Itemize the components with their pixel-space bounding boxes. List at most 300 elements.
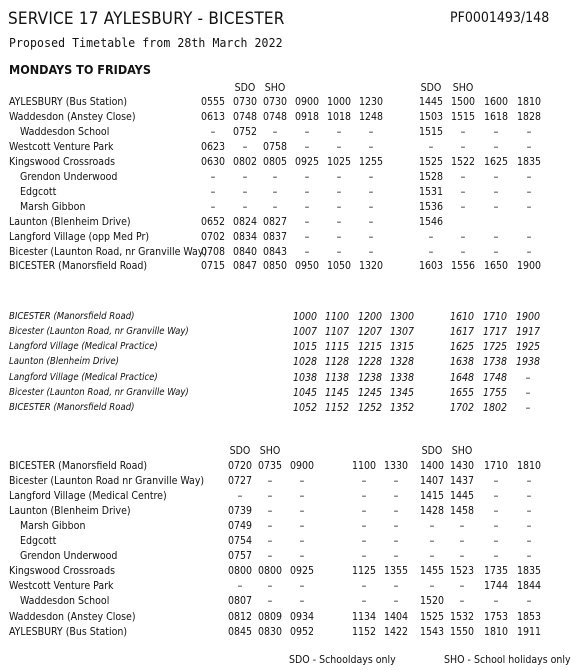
departure-time: – (210, 200, 216, 213)
departure-time: – (460, 230, 466, 243)
stop-name: Waddesdon (Anstey Close) (9, 110, 136, 123)
departure-time: 1900 (515, 311, 541, 323)
departure-time: – (393, 535, 399, 548)
departure-time: – (493, 125, 499, 138)
departure-time: 1152 (351, 625, 377, 638)
timetable-row (0, 475, 577, 490)
departure-time: 1702 (449, 401, 475, 414)
departure-time: 1330 (383, 460, 409, 472)
stop-name: Edgcott (20, 535, 57, 548)
departure-time: 1052 (292, 401, 318, 414)
departure-time: – (299, 505, 305, 518)
stop-name: Launton (Blenheim Drive) (9, 505, 131, 518)
departure-time: – (393, 580, 399, 593)
departure-time: – (460, 200, 466, 213)
journey-code: SHO (452, 82, 474, 94)
timetable-row (0, 171, 577, 186)
timetable-row (0, 580, 577, 595)
departure-time: – (336, 185, 342, 198)
departure-time: – (525, 401, 531, 414)
stop-name: Grendon Underwood (20, 550, 118, 563)
departure-time: 1625 (449, 341, 475, 354)
departure-time: – (299, 520, 305, 533)
departure-time: – (493, 140, 499, 153)
departure-time: 0720 (227, 460, 253, 472)
departure-time: 0840 (232, 245, 258, 258)
departure-time: – (429, 580, 435, 593)
sho-footnote: SHO - School holidays only (444, 654, 571, 666)
departure-time: 0802 (232, 155, 258, 168)
stop-name: Waddesdon (Anstey Close) (9, 610, 136, 623)
departure-time: – (304, 170, 310, 183)
departure-time: 1710 (483, 460, 509, 472)
departure-time: – (493, 200, 499, 213)
departure-time: 0748 (262, 110, 288, 123)
departure-time: 1725 (482, 341, 508, 354)
departure-time: 0918 (294, 110, 320, 123)
departure-time: 0900 (289, 460, 315, 472)
departure-time: 1134 (351, 610, 377, 623)
journey-code: SDO (421, 445, 443, 457)
departure-time: 1520 (419, 595, 445, 608)
departure-time: – (267, 520, 273, 533)
departure-time: 1245 (357, 386, 383, 399)
stop-name: AYLESBURY (Bus Station) (9, 625, 128, 638)
departure-time: – (267, 490, 273, 503)
days-of-operation-heading: MONDAYS TO FRIDAYS (9, 62, 151, 77)
timetable-row (0, 126, 577, 141)
departure-time: – (368, 185, 374, 198)
timetable-row (0, 402, 577, 417)
departure-time: 0715 (200, 260, 226, 273)
departure-time: 1445 (418, 96, 444, 108)
departure-time: 1810 (516, 96, 542, 108)
departure-time: – (361, 520, 367, 533)
departure-time: 1128 (324, 356, 350, 369)
departure-time: – (526, 140, 532, 153)
departure-time: 1500 (450, 96, 476, 108)
stop-name: Bicester (Launton Road, nr Granville Way) (9, 245, 208, 258)
journey-code: SHO (259, 445, 281, 457)
departure-time: 1115 (324, 341, 350, 354)
departure-time: 1437 (449, 475, 475, 488)
departure-time: 1917 (515, 326, 541, 339)
departure-time: – (493, 595, 499, 608)
journey-code: SHO (264, 82, 286, 94)
departure-time: 1617 (449, 326, 475, 339)
departure-time: – (304, 215, 310, 228)
stop-name: AYLESBURY (Bus Station) (9, 96, 128, 108)
stop-name: Langford Village (Medical Practice) (9, 341, 158, 353)
departure-time: 1100 (351, 460, 377, 472)
departure-time: 0950 (294, 260, 320, 273)
departure-time: 1638 (449, 356, 475, 369)
departure-time: 1810 (483, 625, 509, 638)
departure-time: 0850 (262, 260, 288, 273)
departure-time: – (304, 200, 310, 213)
departure-time: – (493, 535, 499, 548)
timetable-row (0, 156, 577, 171)
departure-time: – (526, 245, 532, 258)
departure-time: 1028 (292, 356, 318, 369)
departure-time: 0749 (227, 520, 253, 533)
departure-time: – (526, 200, 532, 213)
departure-time: 0847 (232, 260, 258, 273)
departure-time: – (304, 125, 310, 138)
timetable-row (0, 216, 577, 231)
departure-time: 0830 (257, 625, 283, 638)
departure-time: 1543 (419, 625, 445, 638)
departure-time: 0800 (257, 565, 283, 578)
departure-time: 0708 (200, 245, 226, 258)
departure-time: – (299, 490, 305, 503)
departure-time: 1828 (516, 110, 542, 123)
departure-time: – (393, 520, 399, 533)
departure-time: – (368, 125, 374, 138)
departure-time: 1145 (324, 386, 350, 399)
stop-name: Marsh Gibbon (20, 520, 86, 533)
departure-time: 1753 (483, 610, 509, 623)
stop-name: Westcott Venture Park (9, 140, 114, 153)
journey-code: SHO (451, 445, 473, 457)
departure-time: 0834 (232, 230, 258, 243)
departure-time: 1835 (516, 565, 542, 578)
departure-time: – (526, 185, 532, 198)
departure-time: 0800 (227, 565, 253, 578)
departure-time: – (429, 520, 435, 533)
departure-time: – (242, 140, 248, 153)
departure-time: – (267, 550, 273, 563)
departure-time: – (361, 475, 367, 488)
departure-time: – (336, 170, 342, 183)
departure-time: 0730 (232, 96, 258, 108)
departure-time: – (525, 386, 531, 399)
departure-time: 1422 (383, 625, 409, 638)
departure-time: 0824 (232, 215, 258, 228)
departure-time: – (460, 245, 466, 258)
departure-time: 1738 (482, 356, 508, 369)
departure-time: 1415 (419, 490, 445, 503)
timetable-row (0, 372, 577, 387)
timetable-row (0, 326, 577, 341)
departure-time: 0934 (289, 610, 315, 623)
departure-time: – (361, 595, 367, 608)
departure-time: – (336, 200, 342, 213)
departure-time: 0812 (227, 610, 253, 623)
departure-time: 1018 (326, 110, 352, 123)
stop-name: Grendon Underwood (20, 170, 118, 183)
timetable-row (0, 535, 577, 550)
departure-time: 0623 (200, 140, 226, 153)
proposed-date-subtitle: Proposed Timetable from 28th March 2022 (9, 35, 283, 50)
departure-time: – (242, 185, 248, 198)
departure-time: – (299, 535, 305, 548)
departure-time: 1338 (389, 371, 415, 384)
departure-time: 1215 (357, 341, 383, 354)
timetable-row (0, 186, 577, 201)
departure-time: 1045 (292, 386, 318, 399)
timetable-row (0, 626, 577, 641)
stop-name: BICESTER (Manorsfield Road) (9, 311, 135, 322)
departure-time: 1515 (450, 110, 476, 123)
departure-time: 0807 (227, 595, 253, 608)
departure-time: – (210, 185, 216, 198)
departure-time: 1802 (482, 401, 508, 414)
departure-time: 1248 (358, 110, 384, 123)
departure-time: – (361, 505, 367, 518)
departure-time: – (368, 215, 374, 228)
timetable-row (0, 231, 577, 246)
departure-time: – (393, 595, 399, 608)
departure-time: 1138 (324, 371, 350, 384)
stop-name: BICESTER (Manorsfield Road) (9, 260, 148, 273)
departure-time: 1650 (483, 260, 509, 273)
departure-time: 1328 (389, 356, 415, 369)
stop-name: Kingswood Crossroads (9, 155, 116, 168)
departure-time: – (336, 230, 342, 243)
departure-time: 0952 (289, 625, 315, 638)
departure-time: 1352 (389, 401, 415, 414)
departure-time: – (493, 185, 499, 198)
departure-time: – (210, 170, 216, 183)
departure-time: – (368, 230, 374, 243)
departure-time: 1755 (482, 386, 508, 399)
departure-time: 0748 (232, 110, 258, 123)
departure-time: 1050 (326, 260, 352, 273)
departure-time: – (493, 520, 499, 533)
departure-time: 0735 (257, 460, 283, 472)
departure-time: – (460, 185, 466, 198)
departure-time: 1252 (357, 401, 383, 414)
timetable-row (0, 246, 577, 261)
departure-time: 1125 (351, 565, 377, 578)
departure-time: – (237, 580, 243, 593)
departure-time: – (336, 140, 342, 153)
departure-time: – (272, 170, 278, 183)
stop-name: Edgcott (20, 185, 57, 198)
departure-time: 1525 (418, 155, 444, 168)
service-title: SERVICE 17 AYLESBURY - BICESTER (8, 9, 285, 29)
departure-time: 1655 (449, 386, 475, 399)
departure-time: 1556 (450, 260, 476, 273)
departure-time: – (525, 371, 531, 384)
departure-time: 1238 (357, 371, 383, 384)
departure-time: 1107 (324, 326, 350, 339)
departure-time: – (526, 520, 532, 533)
departure-time: 1345 (389, 386, 415, 399)
departure-time: 1007 (292, 326, 318, 339)
departure-time: 1748 (482, 371, 508, 384)
stop-name: BICESTER (Manorsfield Road) (9, 401, 135, 413)
departure-time: – (361, 490, 367, 503)
departure-time: 1315 (389, 341, 415, 354)
departure-time: – (393, 475, 399, 488)
departure-time: – (272, 125, 278, 138)
departure-time: – (460, 140, 466, 153)
departure-time: – (368, 140, 374, 153)
departure-time: 1100 (324, 311, 350, 323)
departure-time: 1600 (483, 96, 509, 108)
departure-time: 1000 (292, 311, 318, 323)
departure-time: 1522 (450, 155, 476, 168)
departure-time: 0757 (227, 550, 253, 563)
departure-time: 1618 (483, 110, 509, 123)
departure-time: 0752 (232, 125, 258, 138)
departure-time: – (493, 475, 499, 488)
departure-time: 1307 (389, 326, 415, 339)
departure-time: 1625 (483, 155, 509, 168)
departure-time: 0702 (200, 230, 226, 243)
departure-time: 1015 (292, 341, 318, 354)
timetable-row (0, 490, 577, 505)
stop-name: BICESTER (Manorsfield Road) (9, 460, 148, 472)
departure-time: 1938 (515, 356, 541, 369)
departure-time: 1320 (358, 260, 384, 273)
departure-time: 1400 (419, 460, 445, 472)
departure-time: – (526, 170, 532, 183)
timetable-row (0, 356, 577, 371)
departure-time: 0730 (262, 96, 288, 108)
timetable-row (0, 387, 577, 402)
departure-time: 0739 (227, 505, 253, 518)
departure-time: 1445 (449, 490, 475, 503)
stop-name: Waddesdon School (20, 595, 110, 608)
departure-time: – (304, 230, 310, 243)
departure-time: 1152 (324, 401, 350, 414)
departure-time: 1900 (516, 260, 542, 273)
timetable-row (0, 595, 577, 610)
journey-code-row (0, 445, 577, 460)
departure-time: – (361, 580, 367, 593)
stop-name: Kingswood Crossroads (9, 565, 116, 578)
timetable-row (0, 96, 577, 111)
departure-time: 1230 (358, 96, 384, 108)
journey-code-row (0, 82, 577, 97)
departure-time: 1355 (383, 565, 409, 578)
timetable-row (0, 260, 577, 275)
departure-time: – (368, 200, 374, 213)
stop-name: Marsh Gibbon (20, 200, 86, 213)
departure-time: 1532 (449, 610, 475, 623)
departure-time: 1550 (449, 625, 475, 638)
journey-code: SDO (420, 82, 442, 94)
timetable-row (0, 611, 577, 626)
departure-time: – (460, 170, 466, 183)
departure-time: 1038 (292, 371, 318, 384)
departure-time: – (237, 490, 243, 503)
departure-time: 0758 (262, 140, 288, 153)
departure-time: 0727 (227, 475, 253, 488)
departure-time: 1744 (483, 580, 509, 593)
departure-time: 1515 (418, 125, 444, 138)
departure-time: – (526, 475, 532, 488)
departure-time: – (361, 535, 367, 548)
departure-time: 0555 (200, 96, 226, 108)
departure-time: 0754 (227, 535, 253, 548)
timetable-row (0, 505, 577, 520)
departure-time: 1536 (418, 200, 444, 213)
stop-name: Langford Village (Medical Practice) (9, 371, 158, 383)
departure-time: – (299, 595, 305, 608)
departure-time: – (336, 125, 342, 138)
departure-time: 0613 (200, 110, 226, 123)
sdo-footnote: SDO - Schooldays only (289, 654, 396, 666)
departure-time: 1430 (449, 460, 475, 472)
departure-time: 0925 (289, 565, 315, 578)
service-reference: PF0001493/148 (450, 10, 550, 26)
departure-time: – (526, 550, 532, 563)
departure-time: – (459, 550, 465, 563)
departure-time: 1525 (419, 610, 445, 623)
departure-time: 1428 (419, 505, 445, 518)
timetable-row (0, 201, 577, 216)
departure-time: – (299, 475, 305, 488)
departure-time: – (304, 245, 310, 258)
journey-code: SDO (229, 445, 251, 457)
departure-time: – (299, 580, 305, 593)
departure-time: – (272, 185, 278, 198)
departure-time: 1531 (418, 185, 444, 198)
departure-time: – (267, 505, 273, 518)
timetable-row (0, 311, 577, 326)
timetable-row (0, 460, 577, 475)
departure-time: 1648 (449, 371, 475, 384)
departure-time: 1000 (326, 96, 352, 108)
departure-time: 1207 (357, 326, 383, 339)
departure-time: – (393, 550, 399, 563)
departure-time: 1455 (419, 565, 445, 578)
departure-time: 1717 (482, 326, 508, 339)
departure-time: – (459, 595, 465, 608)
departure-time: – (267, 595, 273, 608)
departure-time: 0652 (200, 215, 226, 228)
departure-time: 1603 (418, 260, 444, 273)
stop-name: Waddesdon School (20, 125, 110, 138)
departure-time: – (393, 505, 399, 518)
departure-time: 1523 (449, 565, 475, 578)
departure-time: 1610 (449, 311, 475, 323)
departure-time: 1810 (516, 460, 542, 472)
stop-name: Launton (Blenheim Drive) (9, 215, 131, 228)
departure-time: – (493, 170, 499, 183)
departure-time: – (361, 550, 367, 563)
departure-time: 1404 (383, 610, 409, 623)
departure-time: – (493, 490, 499, 503)
departure-time: 1835 (516, 155, 542, 168)
stop-name: Westcott Venture Park (9, 580, 114, 593)
departure-time: – (526, 490, 532, 503)
departure-time: – (428, 245, 434, 258)
departure-time: – (428, 230, 434, 243)
departure-time: 0900 (294, 96, 320, 108)
departure-time: – (242, 200, 248, 213)
departure-time: 1025 (326, 155, 352, 168)
departure-time: 1528 (418, 170, 444, 183)
stop-name: Langford Village (Medical Centre) (9, 490, 167, 503)
departure-time: – (459, 580, 465, 593)
departure-time: – (267, 580, 273, 593)
departure-time: 1844 (516, 580, 542, 593)
journey-code: SDO (234, 82, 256, 94)
departure-time: – (429, 550, 435, 563)
departure-time: – (459, 535, 465, 548)
departure-time: – (368, 170, 374, 183)
departure-time: – (336, 215, 342, 228)
departure-time: – (429, 535, 435, 548)
timetable-row (0, 550, 577, 565)
departure-time: 1200 (357, 311, 383, 323)
departure-time: 1255 (358, 155, 384, 168)
